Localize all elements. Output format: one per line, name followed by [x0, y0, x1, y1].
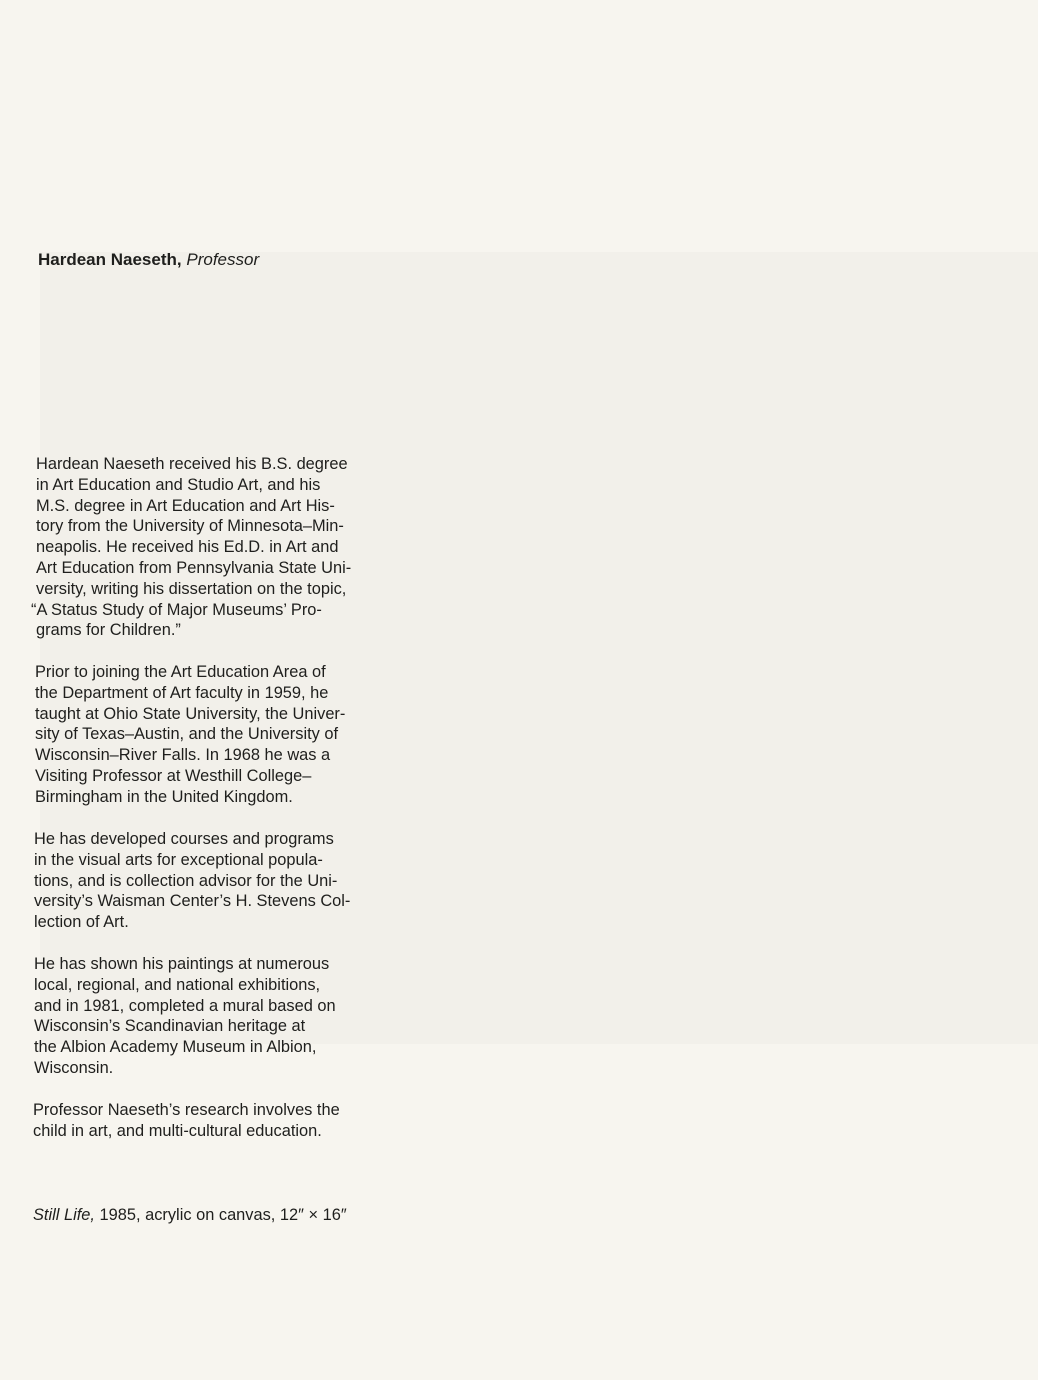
text-line: versity, writing his dissertation on the topic,	[36, 579, 347, 598]
artwork-title: Still Life,	[33, 1206, 95, 1224]
artwork-caption	[33, 1205, 347, 1226]
text-line: tions, and is collection advisor for the Uni-	[34, 871, 338, 890]
text-line: in the visual arts for exceptional popula-	[34, 850, 323, 869]
bio-paragraph-career	[35, 662, 345, 808]
text-line: tory from the University of Minnesota–Min-	[36, 517, 344, 536]
text-line: and in 1981, completed a mural based on	[34, 996, 336, 1015]
text-line: Wisconsin–River Falls. In 1968 he was a	[35, 746, 331, 765]
text-line: sity of Texas–Austin, and the University of	[35, 725, 339, 744]
text-line: Professor Naeseth’s research involves the	[33, 1101, 340, 1119]
text-line: Wisconsin’s Scandinavian heritage at	[34, 1017, 306, 1036]
text-line: local, regional, and national exhibitions,	[34, 975, 321, 994]
text-line: child in art, and multi-cultural education.	[33, 1121, 322, 1140]
text-line: Birmingham in the United Kingdom.	[35, 787, 293, 806]
artwork-details: 1985, acrylic on canvas, 12″ × 16″	[99, 1206, 347, 1224]
text-line: grams for Children.”	[36, 621, 181, 640]
text-line: “A Status Study of Major Museums’ Pro-	[31, 600, 322, 619]
text-line: the Department of Art faculty in 1959, he	[35, 683, 329, 702]
faculty-title: Professor	[186, 250, 260, 269]
text-line: He has developed courses and programs	[34, 830, 334, 848]
text-line: He has shown his paintings at numerous	[34, 955, 330, 973]
text-line: M.S. degree in Art Education and Art His-	[36, 496, 335, 515]
text-line: Visiting Professor at Westhill College–	[35, 766, 312, 785]
faculty-name: Hardean Naeseth,	[38, 250, 182, 269]
text-line: Wisconsin.	[34, 1058, 114, 1077]
text-line: Hardean Naeseth received his B.S. degree	[36, 455, 348, 473]
text-line: Prior to joining the Art Education Area of	[35, 663, 326, 681]
text-line: Art Education from Pennsylvania State Uni-	[36, 558, 352, 577]
bio-paragraph-programs	[34, 829, 350, 933]
text-line: taught at Ohio State University, the Univer-	[35, 704, 346, 723]
text-line: versity’s Waisman Center’s H. Stevens Col-	[34, 892, 351, 911]
bio-paragraph-research	[33, 1100, 340, 1142]
text-line: in Art Education and Studio Art, and his	[36, 475, 321, 494]
faculty-heading	[38, 249, 259, 271]
text-line: the Albion Academy Museum in Albion,	[34, 1038, 317, 1057]
bio-paragraph-education	[31, 454, 352, 641]
bio-paragraph-exhibitions	[34, 954, 336, 1079]
text-line: lection of Art.	[34, 913, 129, 932]
text-line: neapolis. He received his Ed.D. in Art and	[36, 538, 339, 557]
